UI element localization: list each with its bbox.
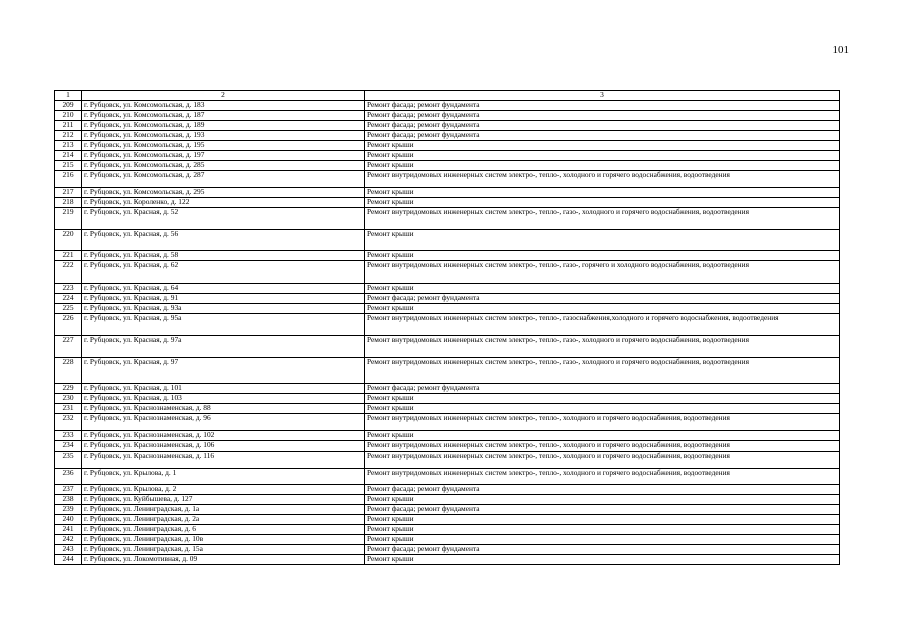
table-row [55,161,840,171]
row-address: г. Рубцовск, ул. Красная, д. 52 [82,208,365,230]
row-work: Ремонт фасада; ремонт фундамента [365,505,840,515]
row-address: г. Рубцовск, ул. Красная, д. 93а [82,304,365,314]
row-number: 237 [55,485,82,495]
row-work: Ремонт фасада; ремонт фундамента [365,384,840,394]
row-number: 214 [55,151,82,161]
row-address: г. Рубцовск, ул. Красная, д. 103 [82,394,365,404]
row-work: Ремонт крыши [365,188,840,198]
repair-registry-table [54,90,840,565]
row-work: Ремонт крыши [365,515,840,525]
row-number: 229 [55,384,82,394]
row-work: Ремонт внутридомовых инженерных систем электро-, тепло-, газо-, холодного и горячего водоснабжения, водоотведения [365,358,840,384]
page-number: 101 [832,44,849,56]
row-work: Ремонт крыши [365,284,840,294]
row-work: Ремонт фасада; ремонт фундамента [365,131,840,141]
row-number: 224 [55,294,82,304]
row-number: 236 [55,469,82,485]
row-work: Ремонт крыши [365,431,840,441]
row-number: 217 [55,188,82,198]
table-row [55,284,840,294]
row-work: Ремонт крыши [365,141,840,151]
row-address: г. Рубцовск, ул. Ленинградская, д. 10в [82,535,365,545]
row-number: 243 [55,545,82,555]
header-row [55,91,840,101]
table-row [55,452,840,469]
row-number: 216 [55,171,82,188]
row-number: 226 [55,314,82,336]
row-number: 210 [55,111,82,121]
row-work: Ремонт фасада; ремонт фундамента [365,101,840,111]
table-row [55,545,840,555]
row-work: Ремонт крыши [365,495,840,505]
row-number: 220 [55,230,82,251]
table-row [55,505,840,515]
row-work: Ремонт крыши [365,251,840,261]
row-address: г. Рубцовск, ул. Ленинградская, д. 1а [82,505,365,515]
column-header-work: 3 [365,91,840,101]
table-row [55,131,840,141]
row-address: г. Рубцовск, ул. Комсомольская, д. 187 [82,111,365,121]
table-row [55,261,840,284]
row-address: г. Рубцовск, ул. Комсомольская, д. 285 [82,161,365,171]
row-address: г. Рубцовск, ул. Краснознаменская, д. 88 [82,404,365,414]
table-row [55,198,840,208]
table-row [55,251,840,261]
row-work: Ремонт внутридомовых инженерных систем электро-, тепло-, холодного и горячего водоснабжения, водоотведения [365,171,840,188]
row-work: Ремонт внутридомовых инженерных систем электро-, тепло-, холодного и горячего водоснабжения, водоотведения [365,441,840,452]
row-address: г. Рубцовск, ул. Красная, д. 101 [82,384,365,394]
row-number: 244 [55,555,82,565]
row-number: 234 [55,441,82,452]
row-address: г. Рубцовск, ул. Крылова, д. 2 [82,485,365,495]
table-row [55,485,840,495]
row-work: Ремонт крыши [365,404,840,414]
table-row [55,121,840,131]
row-work: Ремонт крыши [365,394,840,404]
row-address: г. Рубцовск, ул. Комсомольская, д. 197 [82,151,365,161]
table-row [55,188,840,198]
table-row [55,151,840,161]
row-work: Ремонт внутридомовых инженерных систем электро-, тепло-, газо-, горячего и холодного водоснабжения, водоотведения [365,261,840,284]
table-row [55,304,840,314]
row-work: Ремонт внутридомовых инженерных систем электро-, тепло-, холодного и горячего водоснабжения, водоотведения [365,452,840,469]
row-work: Ремонт крыши [365,525,840,535]
table-row [55,101,840,111]
row-address: г. Рубцовск, ул. Комсомольская, д. 195 [82,141,365,151]
row-address: г. Рубцовск, ул. Краснознаменская, д. 96 [82,414,365,431]
table-row [55,431,840,441]
row-number: 218 [55,198,82,208]
row-number: 228 [55,358,82,384]
row-address: г. Рубцовск, ул. Комсомольская, д. 295 [82,188,365,198]
row-work: Ремонт фасада; ремонт фундамента [365,294,840,304]
row-address: г. Рубцовск, ул. Красная, д. 97 [82,358,365,384]
row-work: Ремонт фасада; ремонт фундамента [365,485,840,495]
row-address: г. Рубцовск, ул. Куйбышева, д. 127 [82,495,365,505]
row-number: 242 [55,535,82,545]
row-work: Ремонт фасада; ремонт фундамента [365,121,840,131]
row-work: Ремонт внутридомовых инженерных систем электро-, тепло-, холодного и горячего водоснабжения, водоотведения [365,469,840,485]
table-row [55,336,840,358]
row-work: Ремонт внутридомовых инженерных систем электро-, тепло-, газо-, холодного и горячего водоснабжения, водоотведения [365,336,840,358]
row-number: 239 [55,505,82,515]
row-address: г. Рубцовск, ул. Красная, д. 62 [82,261,365,284]
table-row [55,294,840,304]
row-work: Ремонт внутридомовых инженерных систем электро-, тепло-, газо-, холодного и горячего водоснабжения, водоотведения [365,208,840,230]
table-row [55,314,840,336]
table-row [55,358,840,384]
table-row [55,230,840,251]
table-row [55,535,840,545]
table-row [55,525,840,535]
row-address: г. Рубцовск, ул. Красная, д. 97а [82,336,365,358]
table-row [55,208,840,230]
row-number: 240 [55,515,82,525]
row-number: 235 [55,452,82,469]
row-address: г. Рубцовск, ул. Красная, д. 91 [82,294,365,304]
row-address: г. Рубцовск, ул. Короленко, д. 122 [82,198,365,208]
row-address: г. Рубцовск, ул. Краснознаменская, д. 102 [82,431,365,441]
row-work: Ремонт крыши [365,555,840,565]
row-address: г. Рубцовск, ул. Комсомольская, д. 287 [82,171,365,188]
row-number: 213 [55,141,82,151]
row-work: Ремонт внутридомовых инженерных систем электро-, тепло-, холодного и горячего водоснабжения, водоотведения [365,414,840,431]
row-number: 241 [55,525,82,535]
row-number: 231 [55,404,82,414]
row-work: Ремонт внутридомовых инженерных систем электро-, тепло-, газоснабжения,холодного и горячего водоснабжения, водоотведения [365,314,840,336]
table-row [55,394,840,404]
table-row [55,384,840,394]
row-address: г. Рубцовск, ул. Ленинградская, д. 2а [82,515,365,525]
table-row [55,495,840,505]
table-row [55,171,840,188]
row-number: 209 [55,101,82,111]
row-address: г. Рубцовск, ул. Ленинградская, д. 6 [82,525,365,535]
column-header-address: 2 [82,91,365,101]
table-row [55,111,840,121]
row-number: 219 [55,208,82,230]
row-number: 230 [55,394,82,404]
row-work: Ремонт крыши [365,304,840,314]
row-address: г. Рубцовск, ул. Краснознаменская, д. 116 [82,452,365,469]
row-address: г. Рубцовск, ул. Красная, д. 58 [82,251,365,261]
row-address: г. Рубцовск, ул. Комсомольская, д. 189 [82,121,365,131]
table-row [55,141,840,151]
table-row [55,555,840,565]
row-number: 232 [55,414,82,431]
row-number: 225 [55,304,82,314]
row-address: г. Рубцовск, ул. Красная, д. 95а [82,314,365,336]
table-row [55,515,840,525]
row-work: Ремонт фасада; ремонт фундамента [365,111,840,121]
row-number: 211 [55,121,82,131]
row-address: г. Рубцовск, ул. Ленинградская, д. 15а [82,545,365,555]
table-row [55,414,840,431]
row-address: г. Рубцовск, ул. Локомотивная, д. 09 [82,555,365,565]
table-row [55,441,840,452]
row-address: г. Рубцовск, ул. Красная, д. 64 [82,284,365,294]
row-work: Ремонт фасада; ремонт фундамента [365,545,840,555]
row-number: 227 [55,336,82,358]
table-row [55,469,840,485]
table-body [55,101,840,565]
row-number: 233 [55,431,82,441]
row-address: г. Рубцовск, ул. Комсомольская, д. 193 [82,131,365,141]
row-address: г. Рубцовск, ул. Крылова, д. 1 [82,469,365,485]
row-work: Ремонт крыши [365,535,840,545]
row-work: Ремонт крыши [365,198,840,208]
row-number: 212 [55,131,82,141]
row-address: г. Рубцовск, ул. Красная, д. 56 [82,230,365,251]
row-number: 238 [55,495,82,505]
row-number: 221 [55,251,82,261]
row-work: Ремонт крыши [365,230,840,251]
row-number: 223 [55,284,82,294]
row-number: 222 [55,261,82,284]
table-row [55,404,840,414]
row-address: г. Рубцовск, ул. Комсомольская, д. 183 [82,101,365,111]
row-work: Ремонт крыши [365,161,840,171]
column-header-number: 1 [55,91,82,101]
row-address: г. Рубцовск, ул. Краснознаменская, д. 106 [82,441,365,452]
row-work: Ремонт крыши [365,151,840,161]
row-number: 215 [55,161,82,171]
